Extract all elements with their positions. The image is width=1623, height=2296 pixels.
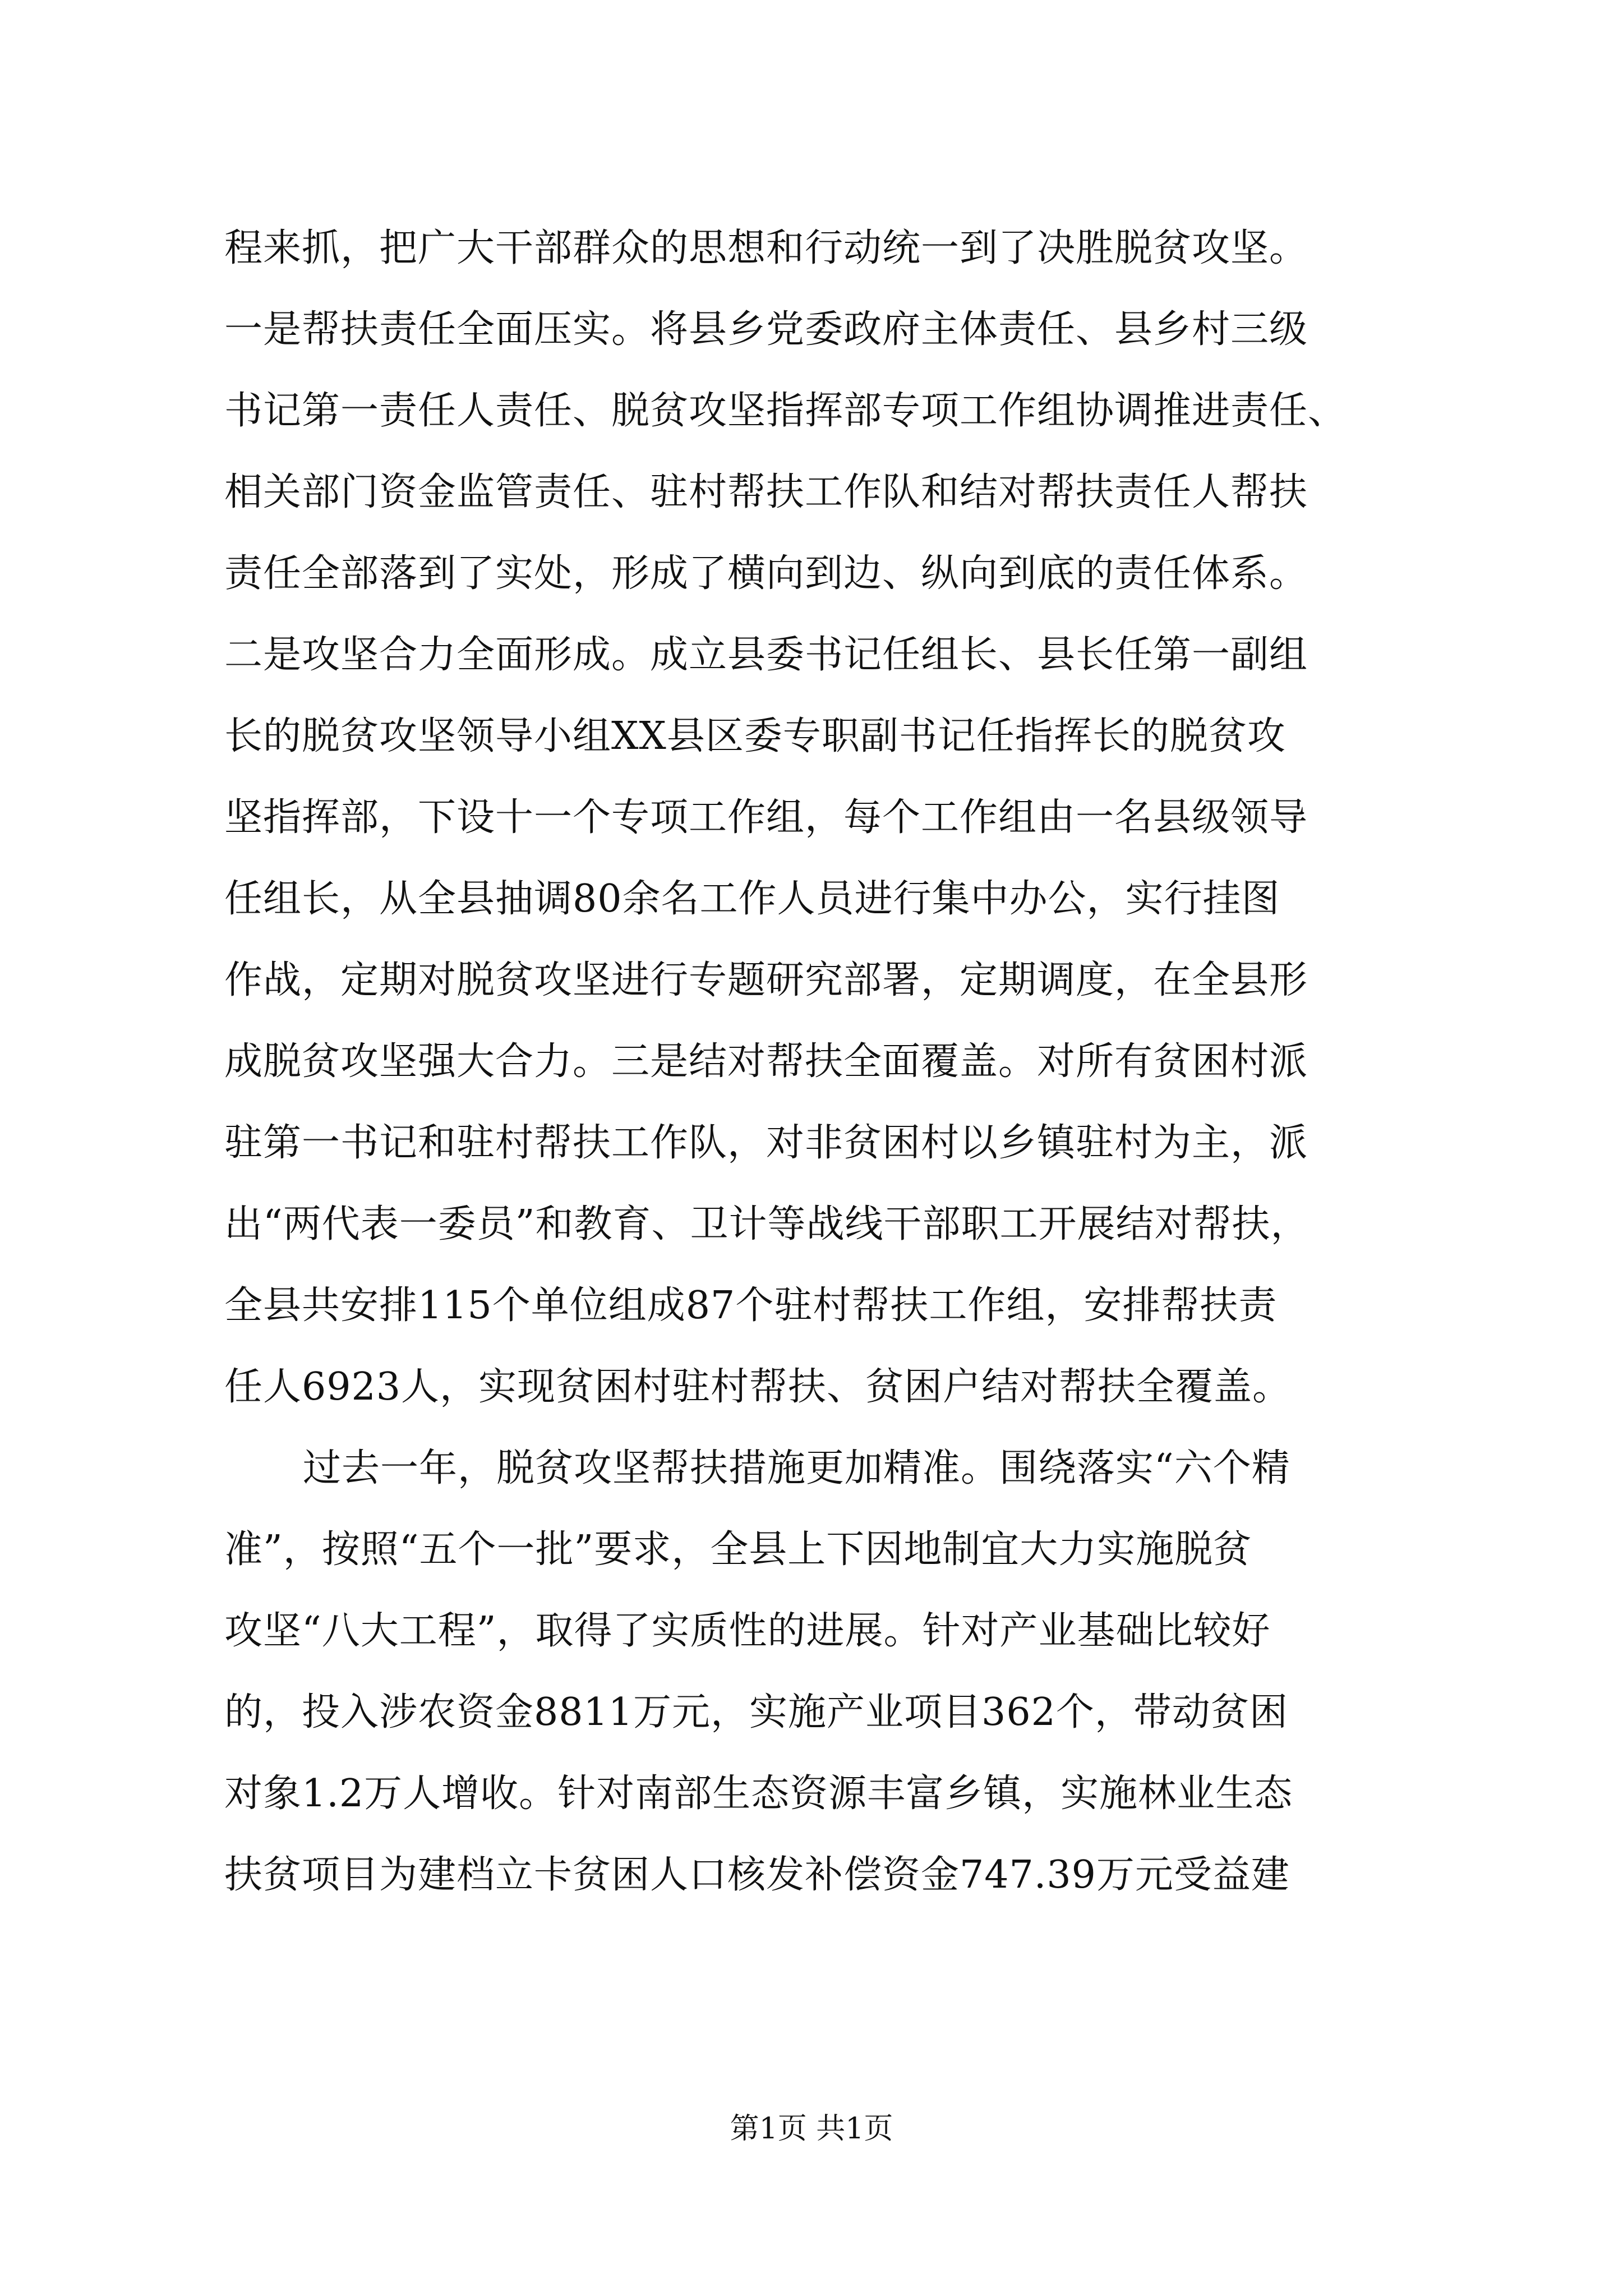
text-line: 相关部门资金监管责任、驻村帮扶工作队和结对帮扶责任人帮扶 (224, 470, 1308, 514)
text-line: 责任全部落到了实处，形成了横向到边、纵向到底的责任体系。 (224, 551, 1308, 596)
text-line: 成脱贫攻坚强大合力。三是结对帮扶全面覆盖。对所有贫困村派 (224, 1039, 1308, 1084)
text-line: 任人6923人，实现贫困村驻村帮扶、贫困户结对帮扶全覆盖。 (224, 1365, 1292, 1409)
page-number: 第1页 共1页 (730, 2112, 893, 2146)
text-line: 书记第一责任人责任、脱贫攻坚指挥部专项工作组协调推进责任、 (224, 389, 1347, 433)
text-line: 长的脱贫攻坚领导小组XX县区委专职副书记任指挥长的脱贫攻 (224, 714, 1286, 758)
text-line: 任组长，从全县抽调80余名工作人员进行集中办公，实行挂图 (224, 877, 1280, 921)
text-line: 一是帮扶责任全面压实。将县乡党委政府主体责任、县乡村三级 (224, 307, 1308, 352)
text-line: 准”，按照“五个一批”要求，全县上下因地制宜大力实施脱贫 (224, 1527, 1252, 1572)
body-text (224, 208, 1486, 1916)
text-line: 攻坚“八大工程”，取得了实质性的进展。针对产业基础比较好 (224, 1609, 1271, 1653)
text-line: 驻第一书记和驻村帮扶工作队，对非贫困村以乡镇驻村为主，派 (224, 1121, 1308, 1165)
text-line: 程来抓，把广大干部群众的思想和行动统一到了决胜脱贫攻坚。 (224, 226, 1308, 270)
text-line: 作战，定期对脱贫攻坚进行专题研究部署，定期调度，在全县形 (224, 958, 1308, 1002)
text-line: 对象1.2万人增收。针对南部生态资源丰富乡镇，实施林业生态 (224, 1772, 1293, 1816)
page-footer (0, 2112, 1623, 2146)
text-line: 全县共安排115个单位组成87个驻村帮扶工作组，安排帮扶责 (224, 1283, 1278, 1328)
text-line: 出“两代表一委员”和教育、卫计等战线干部职工开展结对帮扶， (224, 1202, 1310, 1246)
text-line: 扶贫项目为建档立卡贫困人口核发补偿资金747.39万元受益建 (224, 1853, 1290, 1897)
text-line: 的，投入涉农资金8811万元，实施产业项目362个，带动贫困 (224, 1690, 1288, 1734)
text-line: 二是攻坚合力全面形成。成立县委书记任组长、县长任第一副组 (224, 633, 1308, 677)
paragraph-start-line: 过去一年，脱贫攻坚帮扶措施更加精准。围绕落实“六个精 (303, 1446, 1290, 1490)
text-line: 坚指挥部，下设十一个专项工作组，每个工作组由一名县级领导 (224, 795, 1308, 840)
